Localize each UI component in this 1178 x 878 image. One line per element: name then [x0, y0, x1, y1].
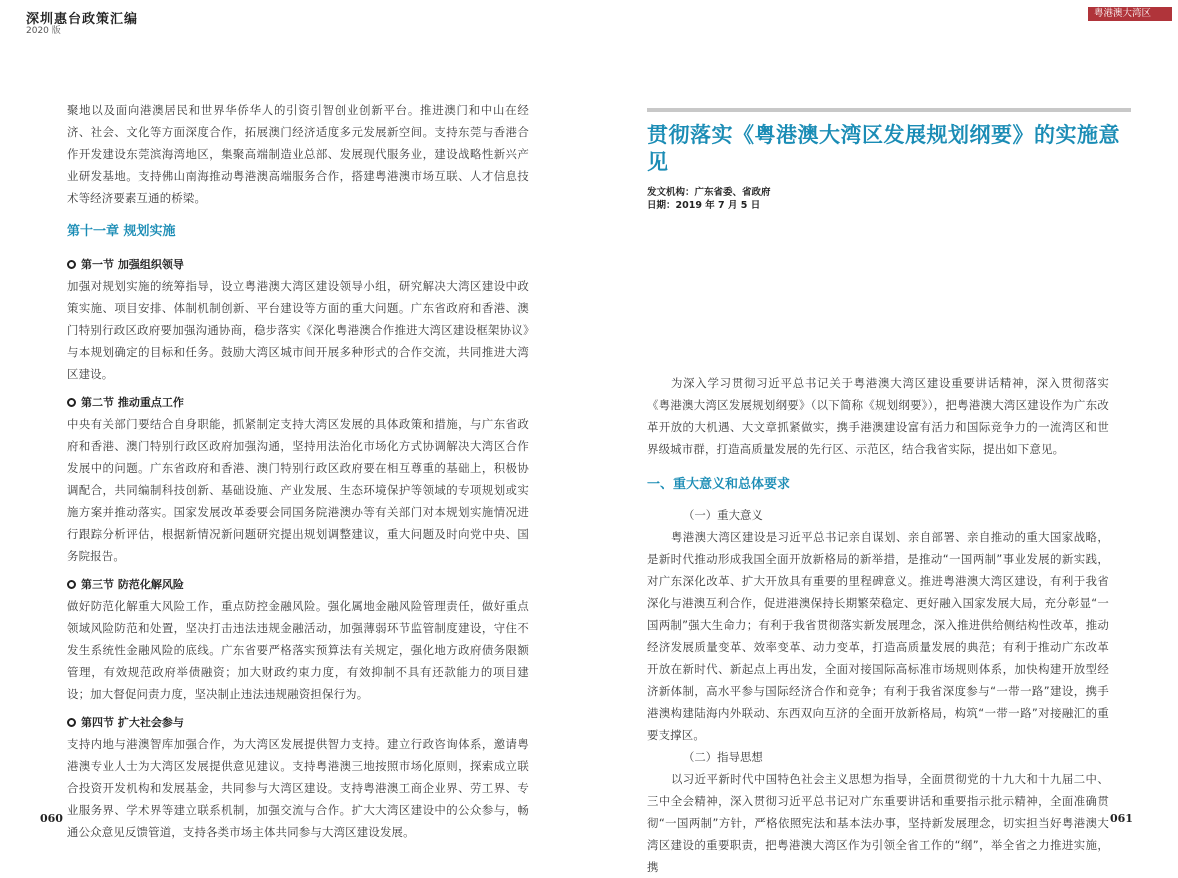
document-title: 贯彻落实《粤港澳大湾区发展规划纲要》的实施意见 — [647, 123, 1120, 174]
section-heading-3 — [67, 575, 529, 595]
book-title: 深圳惠台政策汇编 — [26, 12, 139, 27]
title-divider — [647, 108, 1131, 112]
bullet-circle-icon — [67, 260, 76, 269]
left-page-number: 060 — [40, 812, 63, 825]
left-intro-paragraph: 聚地以及面向港澳居民和世界华侨华人的引资引智创业创新平台。推进澳门和中山在经济、社会、文化等方面深度合作，拓展澳门经济适度多元发展新空间。支持东莞与香港合作开发建设东莞滨海湾地区，集聚高端制造业总部、发展现代服务业，建设战略性新兴产业研发基地。支持佛山南海推动粤港澳高端服务合作，搭建粤港澳市场互联、人才信息技术等经济要素互通的桥梁。 — [67, 103, 529, 205]
bullet-circle-icon — [67, 580, 76, 589]
issuer-label: 发文机构：广东省委、省政府 — [647, 187, 771, 198]
section-paragraph-3: 做好防范化解重大风险工作，重点防控金融风险。强化属地金融风险管理责任，做好重点领域风险防范和处置，坚决打击违法违规金融活动，加强薄弱环节监管制度建设，守住不发生系统性金融风险的底线。广东省要严格落实预算法有关规定，强化地方政府债务限额管理，有效规范政府举债融资；加大财政约束力度，有效抑制不具有还款能力的项目建设；加大督促问责力度，坚决制止违法违规融资担保行为。 — [67, 599, 529, 701]
section-title: 第一节 加强组织领导 — [81, 258, 184, 271]
section-heading-1 — [67, 255, 529, 275]
right-page-column — [647, 372, 1109, 878]
edition-label: 2020 版 — [26, 26, 61, 36]
section-title: 第四节 扩大社会参与 — [81, 716, 184, 729]
date-label: 日期：2019 年 7 月 5 日 — [647, 200, 761, 211]
document-meta — [647, 186, 771, 212]
heading-level-1: 一、重大意义和总体要求 — [647, 477, 791, 492]
section-tab: 粤港澳大湾区 — [1088, 7, 1172, 21]
bullet-circle-icon — [67, 718, 76, 727]
right-page-number: 061 — [1110, 812, 1133, 825]
section-title: 第三节 防范化解风险 — [81, 578, 184, 591]
section-heading-2 — [67, 393, 529, 413]
section-title: 第二节 推动重点工作 — [81, 396, 184, 409]
subheading-1: （一）重大意义 — [683, 508, 763, 522]
subheading-2: （二）指导思想 — [683, 750, 763, 764]
paragraph-guiding-thought: 以习近平新时代中国特色社会主义思想为指导，全面贯彻党的十九大和十九届二中、三中全会精神，深入贯彻习近平总书记对广东重要讲话和重要指示批示精神，全面准确贯彻“一国两制”方针，严格依照宪法和基本法办事，坚持新发展理念，切实担当好粤港澳大湾区建设的重要职责，把粤港澳大湾区作为引领全省工作的“纲”，举全省之力推进实施，携 — [647, 772, 1109, 874]
section-paragraph-2: 中央有关部门要结合自身职能，抓紧制定支持大湾区发展的具体政策和措施，与广东省政府和香港、澳门特别行政区政府加强沟通，坚持用法治化市场化方式协调解决大湾区合作发展中的问题。广东省政府和香港、澳门特别行政区政府要在相互尊重的基础上，积极协调配合，共同编制科技创新、基础设施、产业发展、生态环境保护等领域的专项规划或实施方案并推动落实。国家发展改革委要会同国务院港澳办等有关部门对本规划实施情况进行跟踪分析评估，根据新情况新问题研究提出规划调整建议，重大问题及时向党中央、国务院报告。 — [67, 417, 529, 563]
chapter-heading: 第十一章 规划实施 — [67, 224, 176, 239]
right-intro-paragraph: 为深入学习贯彻习近平总书记关于粤港澳大湾区建设重要讲话精神，深入贯彻落实《粤港澳大湾区发展规划纲要》（以下简称《规划纲要》），把粤港澳大湾区建设作为广东改革开放的大机遇、大文章抓紧做实，携手港澳建设富有活力和国际竞争力的一流湾区和世界级城市群，打造高质量发展的先行区、示范区，结合我省实际，提出如下意见。 — [647, 376, 1109, 456]
section-paragraph-4: 支持内地与港澳智库加强合作，为大湾区发展提供智力支持。建立行政咨询体系，邀请粤港澳专业人士为大湾区发展提供意见建议。支持粤港澳三地按照市场化原则，探索成立联合投资开发机构和发展基金，共同参与大湾区建设。支持粤港澳工商企业界、劳工界、专业服务界、学术界等建立联系机制，加强交流与合作。扩大大湾区建设中的公众参与，畅通公众意见反馈管道，支持各类市场主体共同参与大湾区建设发展。 — [67, 737, 529, 839]
section-paragraph-1: 加强对规划实施的统筹指导，设立粤港澳大湾区建设领导小组，研究解决大湾区建设中政策实施、项目安排、体制机制创新、平台建设等方面的重大问题。广东省政府和香港、澳门特别行政区政府要加强沟通协商，稳步落实《深化粤港澳合作推进大湾区建设框架协议》与本规划确定的目标和任务。鼓励大湾区城市间开展多种形式的合作交流，共同推进大湾区建设。 — [67, 279, 529, 381]
bullet-circle-icon — [67, 398, 76, 407]
left-page-column — [67, 99, 529, 843]
paragraph-significance: 粤港澳大湾区建设是习近平总书记亲自谋划、亲自部署、亲自推动的重大国家战略，是新时代推动形成我国全面开放新格局的新举措，是推动“一国两制”事业发展的新实践，对广东深化改革、扩大开放具有重要的里程碑意义。推进粤港澳大湾区建设，有利于我省深化与港澳互利合作，促进港澳保持长期繁荣稳定、更好融入国家发展大局，充分彰显“一国两制”强大生命力；有利于我省贯彻落实新发展理念，深入推进供给侧结构性改革，推动经济发展质量变革、效率变革、动力变革，打造高质量发展的典范；有利于推动广东改革开放在新时代、新起点上再出发，全面对接国际高标准市场规则体系，加快构建开放型经济新体制，高水平参与国际经济合作和竞争；有利于我省深度参与“一带一路”建设，携手港澳构建陆海内外联动、东西双向互济的全面开放新格局，构筑“一带一路”对接融汇的重要支撑区。 — [647, 530, 1109, 742]
section-heading-4 — [67, 713, 529, 733]
